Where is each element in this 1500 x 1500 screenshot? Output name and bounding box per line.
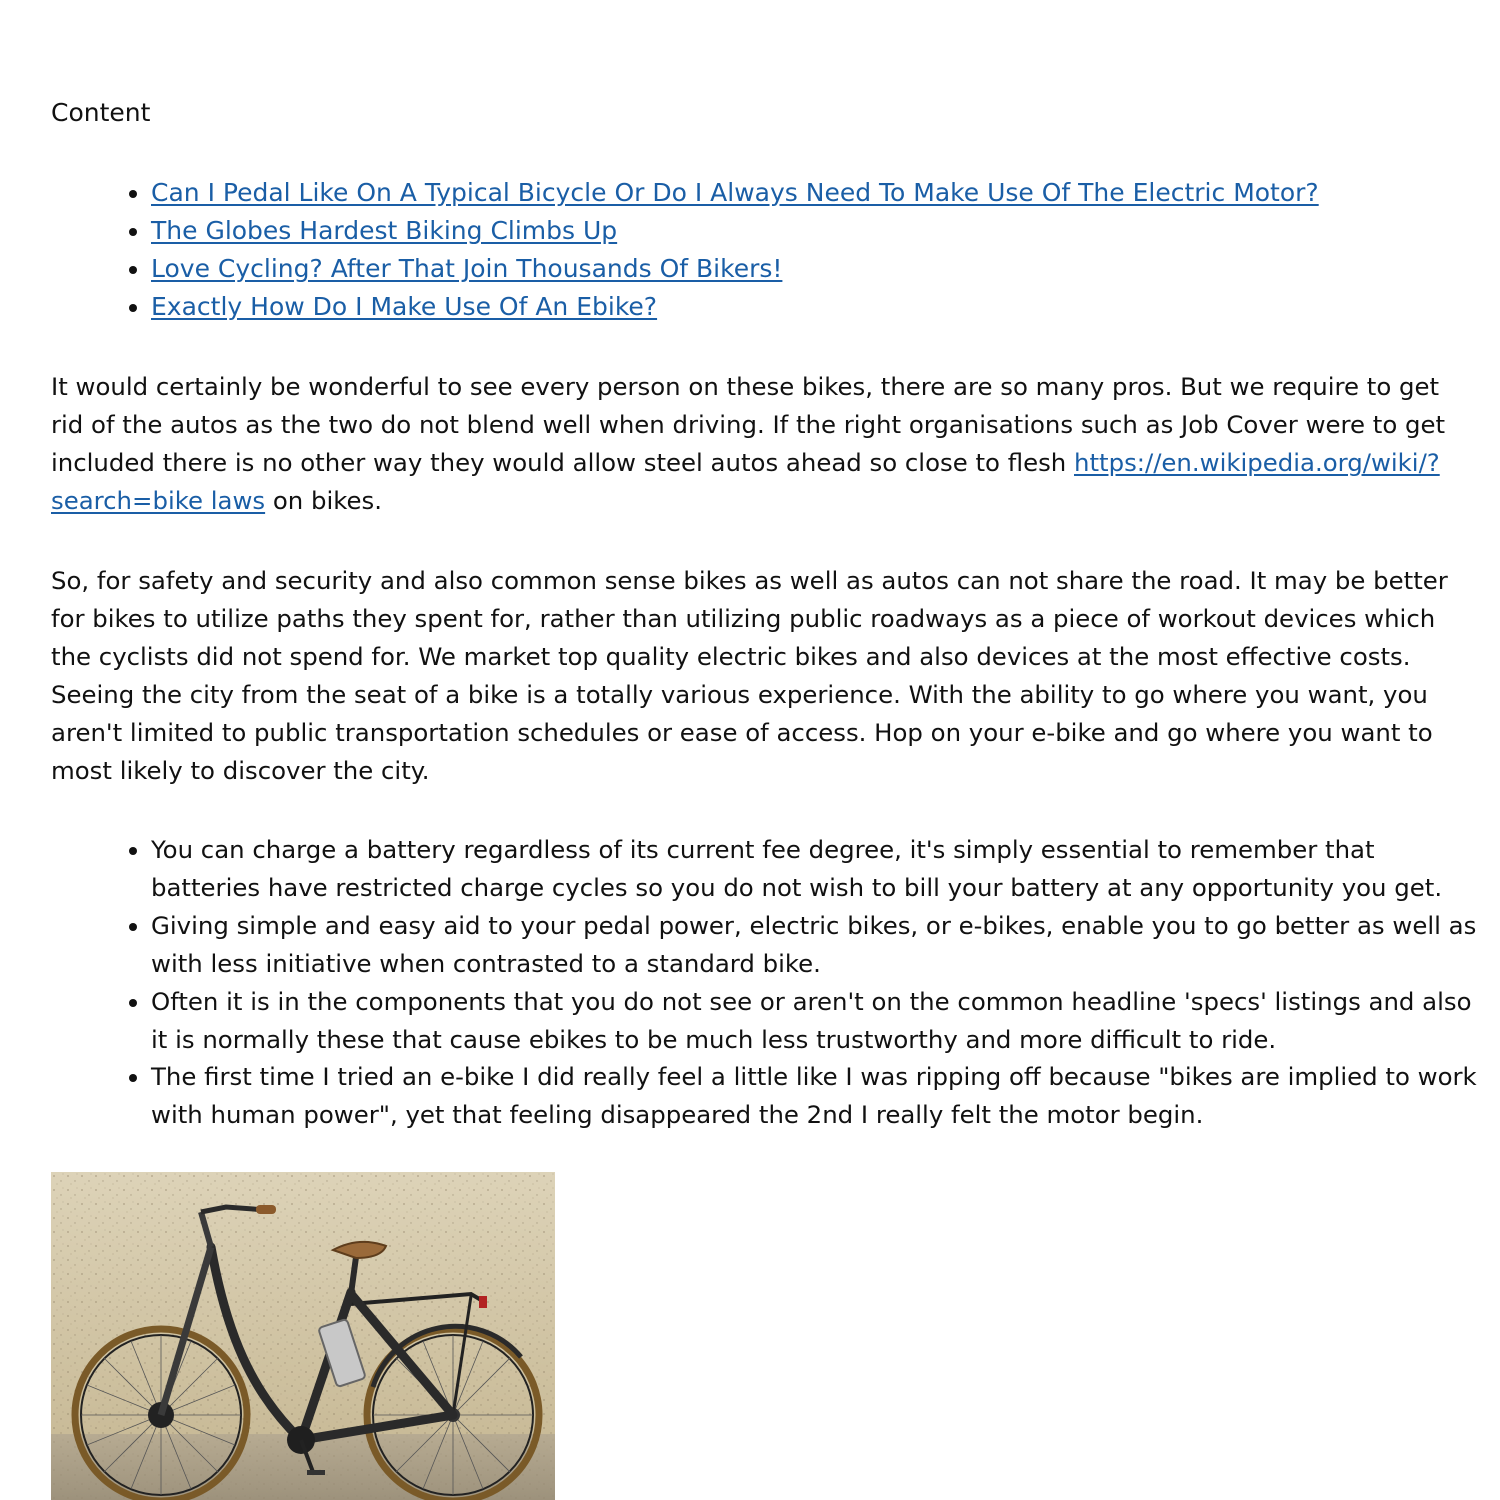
paragraph-tail: on bikes. [265, 485, 382, 515]
toc-link-pedal-or-motor[interactable]: Can I Pedal Like On A Typical Bicycle Or Do I Always Need To Make Use Of The Electric Motor? [151, 178, 1319, 207]
paragraph-safety: So, for safety and security and also common sense bikes as well as autos can not share the road. It may be better for bikes to utilize paths they spent for, rather than utilizing public roadways as a piece of workout devices which the cyclists did not spend for. We market top quality electric bikes and also devices at the most effective costs. Seeing the city from the seat of a bike is a totally various experience. With the ability to go where you want, you aren't limited to public transportation schedules or ease of access. Hop on your e-bike and go where you want to most likely to discover the city. [51, 566, 1448, 785]
content-heading: Content [51, 98, 151, 127]
toc-item [151, 174, 1491, 212]
list-item: • Giving simple and easy aid to your pedal power, electric bikes, or e-bikes, enable you to go better as well as with less initiative when contrasted to a standard bike. [151, 907, 1486, 983]
toc-item [151, 288, 1491, 326]
toc-item [151, 250, 1491, 288]
paragraph-bikes-and-autos [51, 368, 1461, 520]
ebike-facts-list [110, 831, 1486, 1134]
toc-link-love-cycling[interactable]: Love Cycling? After That Join Thousands Of Bikers! [151, 254, 783, 283]
wikipedia-bike-laws-link[interactable]: https://en.wikipedia.org/wiki/?search=bike laws [51, 447, 1440, 515]
ebike-photo [51, 1172, 555, 1500]
toc-link-hardest-climbs[interactable]: The Globes Hardest Biking Climbs Up [151, 216, 618, 245]
paragraph-text: It would certainly be wonderful to see every person on these bikes, there are so many pros. But we require to get rid of the autos as the two do not blend well when driving. If the right organisations such as Job Cover were to get included there is no other way they would allow steel autos ahead so close to flesh [51, 372, 1446, 477]
list-item: • You can charge a battery regardless of its current fee degree, it's simply essential to remember that batteries have restricted charge cycles so you do not wish to bill your battery at any opportunity you get. [151, 831, 1486, 907]
table-of-contents [110, 174, 1491, 326]
toc-item [151, 212, 1491, 250]
toc-link-use-ebike[interactable]: Exactly How Do I Make Use Of An Ebike? [151, 292, 658, 321]
list-item: • Often it is in the components that you do not see or aren't on the common headline 'specs' listings and also it is normally these that cause ebikes to be much less trustworthy and more difficult to ride. [151, 983, 1486, 1059]
list-item: • The first time I tried an e-bike I did really feel a little like I was ripping off because "bikes are implied to work with human power", yet that feeling disappeared the 2nd I really felt the motor begin. [151, 1058, 1486, 1134]
